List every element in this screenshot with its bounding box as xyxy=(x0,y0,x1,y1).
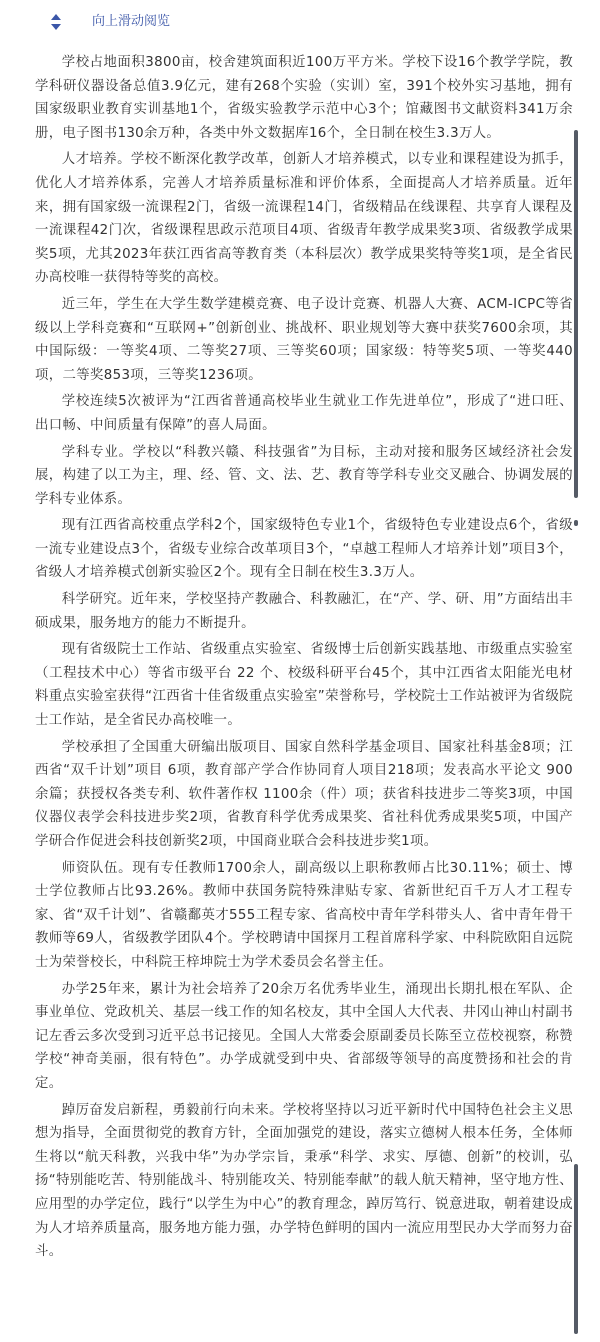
scrollbar-thumb[interactable] xyxy=(574,1164,578,1334)
paragraph-research: 科学研究。近年来，学校坚持产教融合、科教融汇，在“产、学、研、用”方面结出丰硕成果，服务地方的能力不断提升。 xyxy=(35,592,573,631)
paragraph-majors: 现有江西省高校重点学科2个，国家级特色专业1个，省级特色专业建设点6个，省级一流专业建设点3个，省级专业综合改革项目3个，“卓越工程师人才培养计划”项目3个，省级人才培养模式创新实验区2个。现有全日制在校生3.3万人。 xyxy=(35,518,573,581)
sort-arrows-icon xyxy=(50,13,62,31)
scrollbar-segment xyxy=(574,130,578,498)
scroll-hint-bar[interactable] xyxy=(0,0,600,44)
scrollbar-dot xyxy=(574,520,578,526)
article-body xyxy=(35,51,573,1267)
paragraph-campus: 学校占地面积3800亩，校舍建筑面积近100万平方米。学校下设16个教学学院，教学科研仪器设备总值3.9亿元，建有268个实验（实训）室，391个校外实习基地，拥有国家级职业教育实训基地1个，省级实验教学示范中心3个；馆藏图书文献资料341万余册，电子图书130余万种，各类中外文数据库16个，全日制在校生3.3万人。 xyxy=(35,55,573,141)
paragraph-future: 踔厉奋发启新程，勇毅前行向未来。学校将坚持以习近平新时代中国特色社会主义思想为指导，全面贯彻党的教育方针，全面加强党的建设，落实立德树人根本任务，全体师生将以“航天科教，兴我中华”为办学宗旨，秉承“科学、求实、厚德、创新”的校训，弘扬“特别能吃苦、特别能战斗、特别能攻关、特别能奉献”的载人航天精神，坚守地方性、应用型的办学定位，践行“以学生为中心”的教育理念，踔厉笃行、锐意进取，朝着建设成为人才培养质量高，服务地方能力强，办学特色鲜明的国内一流应用型民办大学而努力奋斗。 xyxy=(35,1102,573,1260)
paragraph-achievements: 办学25年来，累计为社会培养了20余万名优秀毕业生，涌现出长期扎根在军队、企事业单位、党政机关、基层一线工作的知名校友，其中全国人大代表、井冈山神山村副书记左香云多次受到习近平总书记接见。全国人大常委会原副委员长陈至立莅校视察，称赞学校“神奇美丽，很有特色”。办学成就受到中央、省部级等领导的高度赞扬和社会的肯定。 xyxy=(35,981,573,1091)
paragraph-employment: 学校连续5次被评为“江西省普通高校毕业生就业工作先进单位”，形成了“进口旺、出口畅、中间质量有保障”的喜人局面。 xyxy=(35,394,573,433)
paragraph-research-platforms: 现有省级院士工作站、省级重点实验室、省级博士后创新实践基地、市级重点实验室（工程技术中心）等省市级平台 22 个、校级科研平台45个，其中江西省太阳能光电材料重点实验室获得“江西省十佳省级重点实验室”荣誉称号，学校院士工作站被评为省级院士工作站，是全省民办高校唯一。 xyxy=(35,642,573,729)
scroll-hint-label: 向上滑动阅览 xyxy=(92,14,171,29)
paragraph-disciplines: 学科专业。学校以“科教兴赣、科技强省”为目标，主动对接和服务区域经济社会发展，构建了以工为主，理、经、管、文、法、艺、教育等学科专业交叉融合、协调发展的学科专业体系。 xyxy=(35,444,573,507)
paragraph-talent-cultivation: 人才培养。学校不断深化教学改革，创新人才培养模式，以专业和课程建设为抓手，优化人才培养体系，完善人才培养质量标准和评价体系，全面提高人才培养质量。近年来，拥有国家级一流课程2门，省级一流课程14门，省级精品在线课程、共享育人课程及一流课程42门次，省级课程思政示范项目4项、省级青年教学成果奖3项、省级教学成果奖5项，尤其2023年获江西省高等教育类（本科层次）教学成果奖特等奖1项，是全省民办高校唯一获得特等奖的高校。 xyxy=(35,152,573,286)
paragraph-competitions: 近三年，学生在大学生数学建模竞赛、电子设计竞赛、机器人大赛、ACM-ICPC等省级以上学科竞赛和“互联网+”创新创业、挑战杯、职业规划等大赛中获奖7600余项，其中国际级：一等奖4项、二等奖27项、三等奖60项；国家级：特等奖5项、一等奖440项，二等奖853项，三等奖1236项。 xyxy=(35,296,573,383)
paragraph-research-projects: 学校承担了全国重大研编出版项目、国家自然科学基金项目、国家社科基金8项；江西省“双千计划”项目 6项，教育部产学合作协同育人项目218项；发表高水平论文 900 余篇；获授权各类专利、软件著作权 1100余（件）项；获省科技进步二等奖3项，中国仪器仪表学会科技进步奖2项，省教育科学优秀成果奖、省社科优秀成果奖5项，中国产学研合作促进会科技创新奖2项，中国商业联合会科技进步奖1项。 xyxy=(35,739,573,849)
scrollbar[interactable] xyxy=(574,130,578,1334)
paragraph-faculty: 师资队伍。现有专任教师1700余人，副高级以上职称教师占比30.11%；硕士、博士学位教师占比93.26%。教师中获国务院特殊津贴专家、省新世纪百千万人才工程专家、省“双千计划”、省赣鄱英才555工程专家、省高校中青年学科带头人、省中青年骨干教师等69人，省级教学团队4个。学校聘请中国探月工程首席科学家、中科院欧阳自远院士为荣誉校长，中科院王梓坤院士为学术委员会名誉主任。 xyxy=(35,860,573,970)
